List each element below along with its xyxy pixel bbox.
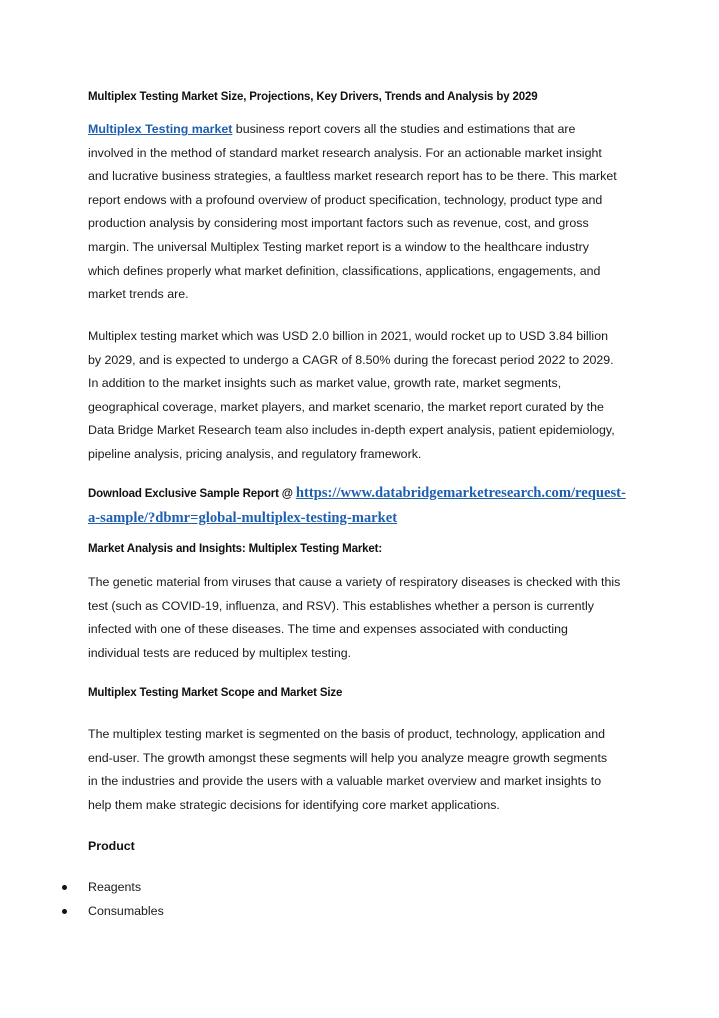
intro-line-6: margin. The universal Multiplex Testing market report is a window to the healthcare industry [88, 239, 589, 254]
list-item [60, 899, 164, 923]
market-value-line-2: by 2029, and is expected to undergo a CAGR of 8.50% during the forecast period 2022 to 2029. [88, 352, 614, 367]
product-list [60, 875, 164, 923]
analysis-line-3: infected with one of these diseases. The time and expenses associated with conducting [88, 622, 568, 637]
product-item-reagents: Reagents [88, 880, 142, 894]
intro-line-1 [88, 118, 648, 142]
multiplex-testing-market-link[interactable]: Multiplex Testing market [88, 122, 233, 136]
bullet-icon [62, 909, 67, 914]
intro-line-4: report endows with a profound overview of product specification, technology, product type and [88, 192, 603, 207]
market-value-line-5: Data Bridge Market Research team also includes in-depth expert analysis, patient epidemiology, [88, 423, 615, 438]
analysis-line-2: test (such as COVID-19, influenza, and RSV). This establishes whether a person is currently [88, 598, 594, 613]
analysis-paragraph [88, 571, 648, 665]
intro-line-7: which defines properly what market definition, classifications, applications, engagements, and [88, 263, 601, 278]
market-value-paragraph [88, 325, 648, 467]
intro-line-2: involved in the method of standard market research analysis. For an actionable market insight [88, 145, 602, 160]
document-title: Multiplex Testing Market Size, Projections, Key Drivers, Trends and Analysis by 2029 [88, 91, 538, 103]
download-line-1 [88, 481, 668, 506]
market-value-line-3: In addition to the market insights such as market value, growth rate, market segments, [88, 376, 562, 391]
scope-heading: Multiplex Testing Market Scope and Market Size [88, 687, 343, 699]
market-value-line-6: pipeline analysis, pricing analysis, and regulatory framework. [88, 446, 422, 461]
market-value-line-1: Multiplex testing market which was USD 2.0 billion in 2021, would rocket up to USD 3.84 billion [88, 329, 608, 343]
scope-line-2: end-user. The growth amongst these segments will help you analyze meagre growth segments [88, 750, 608, 765]
intro-line-5: production analysis by considering most important factors such as revenue, cost, and gross [88, 216, 589, 231]
analysis-line-1: The genetic material from viruses that cause a variety of respiratory diseases is checked with this [88, 575, 621, 589]
sample-report-link-part-2[interactable]: a-sample/?dbmr=global-multiplex-testing-market [88, 510, 398, 526]
sample-report-link-part-1[interactable]: https://www.databridgemarketresearch.com/request- [295, 485, 626, 501]
scope-line-1: The multiplex testing market is segmented on the basis of product, technology, application and [88, 727, 606, 741]
intro-line-3: and lucrative business strategies, a faultless market research report has to be there. This market [88, 169, 617, 184]
intro-line-8: market trends are. [88, 287, 189, 302]
bullet-icon [62, 885, 67, 890]
product-heading: Product [88, 839, 135, 853]
market-value-line-4: geographical coverage, market players, and market scenario, the market report curated by the [88, 399, 604, 414]
product-item-consumables: Consumables [88, 904, 164, 918]
scope-line-4: help them make strategic decisions for identifying core market applications. [88, 797, 500, 812]
download-line-2 [88, 506, 668, 530]
analysis-heading: Market Analysis and Insights: Multiplex Testing Market: [88, 543, 383, 555]
intro-paragraph [88, 118, 648, 307]
intro-line-1-text: business report covers all the studies and estimations that are [232, 122, 576, 136]
list-item [60, 875, 164, 899]
analysis-line-4: individual tests are reduced by multiplex testing. [88, 645, 352, 660]
download-sample-block [88, 481, 668, 530]
download-label: Download Exclusive Sample Report @ [88, 488, 296, 500]
scope-paragraph [88, 723, 648, 817]
scope-line-3: in the industries and provide the users with a valuable market overview and market insights to [88, 774, 602, 789]
